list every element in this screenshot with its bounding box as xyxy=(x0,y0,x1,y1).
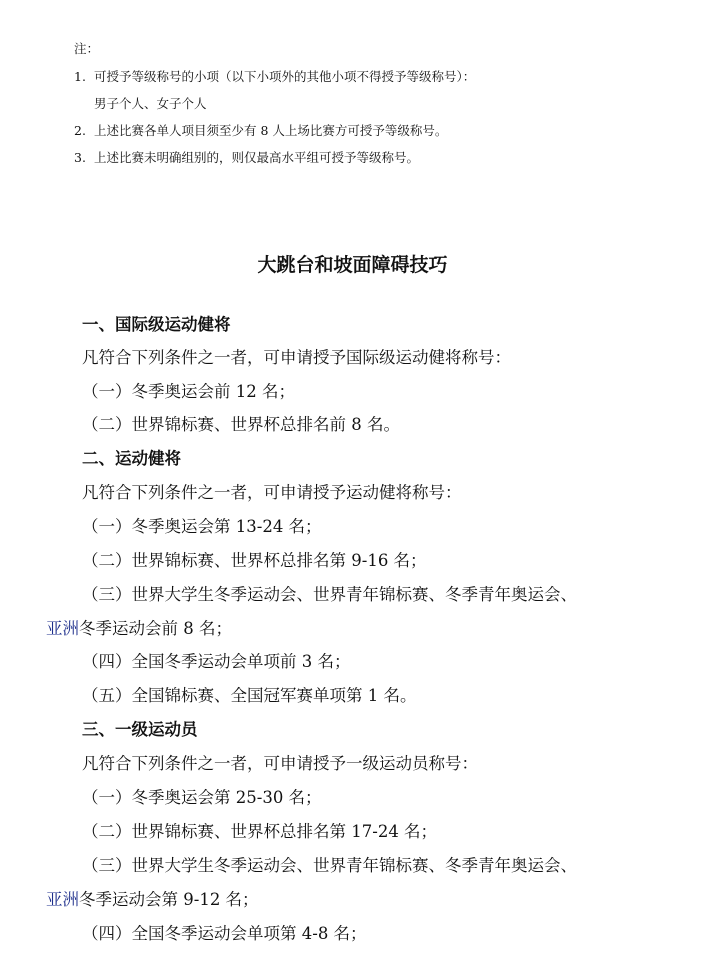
list-item-continuation: 亚洲冬季运动会第 9-12 名； xyxy=(46,890,259,909)
section-heading: 三、一级运动员 xyxy=(82,720,198,739)
list-item: （二）世界锦标赛、世界杯总排名前 8 名。 xyxy=(82,415,400,434)
list-item: （五）全国锦标赛、全国冠军赛单项第 1 名。 xyxy=(82,686,417,705)
list-item: （三）世界大学生冬季运动会、世界青年锦标赛、冬季青年奥运会、 xyxy=(82,585,577,604)
list-item: （一）冬季奥运会第 13-24 名； xyxy=(82,517,322,536)
section-intro: 凡符合下列条件之一者，可申请授予运动健将称号： xyxy=(82,483,462,502)
note-item-1: 1. 可授予等级称号的小项（以下小项外的其他小项不得授予等级称号）： xyxy=(74,69,476,84)
note-label: 注： xyxy=(74,41,100,56)
list-item-continuation: 亚洲冬季运动会前 8 名； xyxy=(46,619,232,638)
section-intro: 凡符合下列条件之一者，可申请授予一级运动员称号： xyxy=(82,754,478,773)
page-title: 大跳台和坡面障碍技巧 xyxy=(257,254,448,276)
section-heading: 二、运动健将 xyxy=(82,449,181,468)
list-item: （三）世界大学生冬季运动会、世界青年锦标赛、冬季青年奥运会、 xyxy=(82,856,577,875)
list-item: （四）全国冬季运动会单项前 3 名； xyxy=(82,652,351,671)
note-item-1-sub: 男子个人、女子个人 xyxy=(94,96,207,111)
list-item: （一）冬季奥运会前 12 名； xyxy=(82,382,295,401)
note-item-3: 3. 上述比赛未明确组别的，则仅最高水平组可授予等级称号。 xyxy=(74,150,420,165)
list-item: （二）世界锦标赛、世界杯总排名第 17-24 名； xyxy=(82,822,438,841)
list-item: （四）全国冬季运动会单项第 4-8 名； xyxy=(82,924,367,943)
list-item: （二）世界锦标赛、世界杯总排名第 9-16 名； xyxy=(82,551,427,570)
section-heading: 一、国际级运动健将 xyxy=(82,315,231,334)
list-item: （一）冬季奥运会第 25-30 名； xyxy=(82,788,322,807)
section-intro: 凡符合下列条件之一者，可申请授予国际级运动健将称号： xyxy=(82,348,511,367)
note-item-2: 2. 上述比赛各单人项目须至少有 8 人上场比赛方可授予等级称号。 xyxy=(74,123,448,138)
